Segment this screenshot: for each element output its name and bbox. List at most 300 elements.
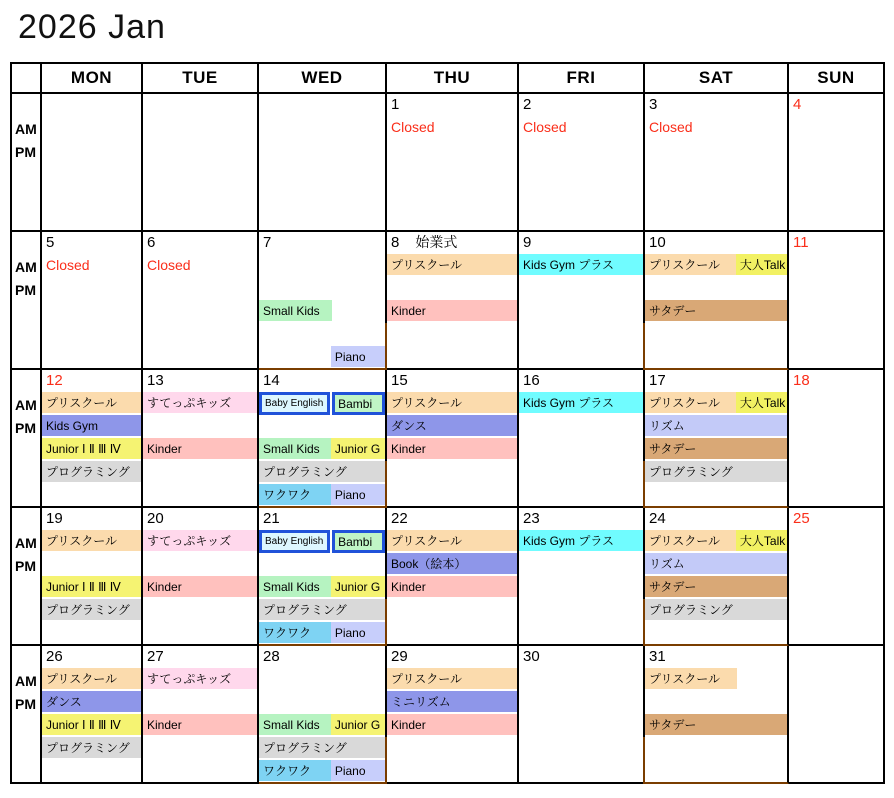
event-slot-1	[519, 392, 643, 415]
event-slot-3	[259, 714, 385, 737]
date-row	[259, 646, 385, 668]
event-slot-5	[42, 622, 141, 645]
date-row	[42, 232, 141, 254]
event-bar[interactable]: プリスクール	[387, 668, 517, 689]
event-slot-5	[259, 208, 385, 231]
event-slot-4	[645, 461, 787, 484]
event-bar[interactable]: 大人Talk	[736, 392, 787, 413]
event-slot-3	[519, 438, 643, 461]
date-row	[519, 646, 643, 668]
day-cell-22[interactable]	[387, 508, 519, 646]
event-slot-4	[387, 323, 517, 346]
event-bar[interactable]: Kinder	[143, 714, 257, 735]
event-bar[interactable]: Kinder	[143, 576, 257, 597]
event-slot-4	[143, 737, 257, 760]
event-bar[interactable]: Piano	[331, 484, 385, 505]
day-header-mon: MON	[42, 64, 143, 94]
event-slot-5	[42, 484, 141, 507]
day-cell-21[interactable]	[259, 508, 387, 646]
day-cell-8[interactable]	[387, 232, 519, 370]
event-slot-2	[259, 553, 385, 576]
event-bar[interactable]: サタデー	[645, 300, 787, 321]
event-slot-4	[42, 323, 141, 346]
event-slot-1	[789, 392, 883, 415]
date-number: 8	[391, 234, 400, 251]
event-slot-2	[42, 691, 141, 714]
event-slot-1	[259, 530, 385, 553]
day-cell-6[interactable]	[143, 232, 259, 370]
day-cell-4[interactable]	[789, 94, 883, 232]
event-slot-4	[789, 599, 883, 622]
event-bar[interactable]: サタデー	[645, 714, 787, 735]
event-bar[interactable]: ダンス	[387, 415, 517, 436]
event-bar[interactable]: プログラミング	[645, 599, 787, 620]
day-header-fri: FRI	[519, 64, 645, 94]
event-bar[interactable]: Kinder	[387, 714, 517, 735]
event-slot-1	[519, 530, 643, 553]
event-bar[interactable]: Junior Ⅰ Ⅱ Ⅲ Ⅳ	[42, 438, 141, 459]
event-slot-1	[143, 530, 257, 553]
day-cell-19[interactable]	[42, 508, 143, 646]
pm-label: PM	[15, 281, 36, 298]
event-slot-1	[143, 392, 257, 415]
event-slot-5	[387, 760, 517, 783]
event-slot-3	[387, 438, 517, 461]
event-slot-1	[42, 116, 141, 139]
event-bar[interactable]: Piano	[331, 760, 385, 781]
day-cell-26[interactable]	[42, 646, 143, 784]
event-slot-3	[519, 300, 643, 323]
day-cell-empty[interactable]	[42, 94, 143, 232]
event-slot-5	[645, 346, 787, 369]
event-bar[interactable]: Junior Ⅰ Ⅱ Ⅲ Ⅳ	[42, 576, 141, 597]
event-slot-3	[259, 300, 385, 323]
event-slot-3	[645, 438, 787, 461]
event-slot-4	[645, 323, 787, 346]
am-label: AM	[15, 672, 37, 689]
date-number: 23	[523, 510, 540, 527]
event-slot-2	[42, 415, 141, 438]
event-slot-2	[645, 277, 787, 300]
event-bar[interactable]: Kinder	[143, 438, 257, 459]
event-slot-2	[259, 691, 385, 714]
event-bar[interactable]: リズム	[645, 415, 787, 436]
day-cell-27[interactable]	[143, 646, 259, 784]
date-row	[259, 508, 385, 530]
event-slot-4	[387, 599, 517, 622]
event-bar[interactable]: Kids Gym プラス	[519, 254, 643, 275]
event-bar[interactable]: プリスクール	[645, 668, 737, 689]
event-bar[interactable]: Kinder	[387, 438, 517, 459]
event-slot-1	[519, 116, 643, 139]
date-note: 始業式	[415, 234, 458, 250]
date-row	[519, 94, 643, 116]
event-slot-2	[259, 277, 385, 300]
ampm-label-cell	[12, 508, 42, 646]
date-number: 7	[263, 234, 272, 251]
date-number: 27	[147, 648, 164, 665]
event-slot-4	[645, 185, 787, 208]
event-slot-1	[42, 530, 141, 553]
event-slot-2	[789, 139, 883, 162]
event-slot-4	[645, 737, 787, 760]
event-slot-3	[519, 162, 643, 185]
event-bar[interactable]: プリスクール	[42, 530, 141, 551]
date-row	[387, 508, 517, 530]
event-slot-5	[519, 760, 643, 783]
event-slot-3	[42, 162, 141, 185]
event-slot-2	[519, 277, 643, 300]
event-bar[interactable]: Small Kids	[259, 714, 331, 735]
event-slot-1	[645, 668, 787, 691]
day-cell-30[interactable]	[519, 646, 645, 784]
event-bar[interactable]: ミニリズム	[387, 691, 517, 712]
event-slot-2	[519, 415, 643, 438]
event-slot-4	[519, 323, 643, 346]
event-slot-5	[519, 346, 643, 369]
event-slot-3	[42, 576, 141, 599]
am-label: AM	[15, 258, 37, 275]
event-slot-3	[789, 300, 883, 323]
day-cell-5[interactable]	[42, 232, 143, 370]
event-bar[interactable]: プリスクール	[387, 530, 517, 551]
event-slot-1	[387, 668, 517, 691]
event-bar[interactable]: Kids Gym プラス	[519, 392, 643, 413]
event-slot-2	[789, 691, 883, 714]
event-slot-1	[259, 116, 385, 139]
event-slot-2	[143, 415, 257, 438]
date-row	[645, 646, 787, 668]
event-bar[interactable]: Kids Gym	[42, 415, 141, 436]
date-number: 6	[147, 234, 156, 251]
date-number: 20	[147, 510, 164, 527]
date-number: 16	[523, 372, 540, 389]
date-number: 18	[793, 372, 810, 389]
event-bar[interactable]: Junior Ⅰ Ⅱ Ⅲ Ⅳ	[42, 714, 141, 735]
event-bar[interactable]: プリスクール	[645, 254, 736, 275]
event-slot-5	[42, 760, 141, 783]
event-slot-1	[387, 530, 517, 553]
day-cell-18[interactable]	[789, 370, 883, 508]
event-bar[interactable]: Kinder	[387, 300, 517, 321]
day-cell-28[interactable]	[259, 646, 387, 784]
date-number: 4	[793, 96, 802, 113]
event-slot-3	[789, 714, 883, 737]
day-cell-25[interactable]	[789, 508, 883, 646]
event-bar[interactable]: プログラミング	[42, 599, 141, 620]
event-slot-5	[42, 208, 141, 231]
event-bar[interactable]: プリスクール	[387, 392, 517, 413]
event-slot-5	[645, 484, 787, 507]
date-row	[42, 646, 141, 668]
event-slot-5	[143, 622, 257, 645]
date-row	[143, 646, 257, 668]
pm-label: PM	[15, 557, 36, 574]
event-slot-3	[42, 438, 141, 461]
event-slot-2	[645, 415, 787, 438]
date-row	[387, 94, 517, 116]
day-cell-3[interactable]	[645, 94, 789, 232]
event-slot-3	[143, 714, 257, 737]
day-cell-11[interactable]	[789, 232, 883, 370]
pm-label: PM	[15, 143, 36, 160]
date-number: 10	[649, 234, 666, 251]
date-row	[143, 94, 257, 116]
event-slot-4	[789, 461, 883, 484]
event-bar[interactable]: ダンス	[42, 691, 141, 712]
event-slot-3	[143, 576, 257, 599]
event-slot-4	[42, 185, 141, 208]
event-slot-3	[42, 300, 141, 323]
event-slot-3	[519, 714, 643, 737]
day-cell-empty[interactable]	[789, 646, 883, 784]
event-bar[interactable]: Bambi	[332, 392, 385, 415]
event-slot-5	[259, 484, 385, 507]
event-slot-3	[387, 714, 517, 737]
ampm-label-cell	[12, 646, 42, 784]
event-slot-2	[143, 553, 257, 576]
event-slot-4	[42, 599, 141, 622]
event-slot-5	[645, 208, 787, 231]
event-slot-1	[789, 254, 883, 277]
event-slot-4	[259, 461, 385, 484]
date-number: 9	[523, 234, 532, 251]
event-slot-3	[645, 714, 787, 737]
event-bar[interactable]: Piano	[331, 622, 385, 643]
event-slot-2	[789, 553, 883, 576]
day-cell-23[interactable]	[519, 508, 645, 646]
event-slot-5	[259, 346, 385, 369]
event-bar[interactable]: Piano	[331, 346, 385, 367]
event-bar[interactable]: サタデー	[645, 438, 787, 459]
date-row	[387, 232, 517, 254]
date-row	[42, 370, 141, 392]
event-slot-2	[42, 139, 141, 162]
event-bar[interactable]: サタデー	[645, 576, 787, 597]
event-bar[interactable]: すてっぷキッズ	[143, 668, 257, 689]
day-cell-17[interactable]	[645, 370, 789, 508]
day-cell-15[interactable]	[387, 370, 519, 508]
event-slot-1	[519, 254, 643, 277]
event-slot-5	[789, 622, 883, 645]
event-bar[interactable]: プログラミング	[42, 737, 141, 758]
day-cell-13[interactable]	[143, 370, 259, 508]
event-slot-5	[143, 484, 257, 507]
event-slot-5	[789, 346, 883, 369]
date-row	[259, 94, 385, 116]
event-slot-5	[143, 208, 257, 231]
date-number: 29	[391, 648, 408, 665]
event-slot-4	[42, 737, 141, 760]
ampm-label-cell	[12, 370, 42, 508]
event-slot-2	[143, 691, 257, 714]
date-row	[789, 508, 883, 530]
event-bar[interactable]: Baby English	[259, 392, 330, 415]
event-slot-4	[789, 737, 883, 760]
date-number: 15	[391, 372, 408, 389]
day-cell-29[interactable]	[387, 646, 519, 784]
date-row	[143, 370, 257, 392]
day-header-wed: WED	[259, 64, 387, 94]
day-cell-24[interactable]	[645, 508, 789, 646]
event-bar[interactable]: ワクワク	[259, 760, 331, 781]
event-slot-4	[143, 599, 257, 622]
day-header-sun: SUN	[789, 64, 883, 94]
event-slot-1	[645, 392, 787, 415]
event-slot-5	[42, 346, 141, 369]
event-bar[interactable]: プログラミング	[42, 461, 141, 482]
event-bar[interactable]: プリスクール	[42, 392, 141, 413]
day-cell-31[interactable]	[645, 646, 789, 784]
event-slot-1	[387, 254, 517, 277]
event-slot-4	[387, 461, 517, 484]
day-cell-9[interactable]	[519, 232, 645, 370]
event-slot-2	[387, 553, 517, 576]
event-slot-2	[143, 139, 257, 162]
day-cell-16[interactable]	[519, 370, 645, 508]
closed-label: Closed	[523, 118, 567, 135]
event-slot-1	[259, 668, 385, 691]
event-slot-3	[387, 576, 517, 599]
event-bar[interactable]: プリスクール	[645, 392, 736, 413]
event-slot-4	[387, 737, 517, 760]
date-row	[387, 646, 517, 668]
event-slot-2	[645, 553, 787, 576]
event-bar[interactable]: プリスクール	[645, 530, 736, 551]
event-slot-1	[42, 668, 141, 691]
event-slot-2	[42, 277, 141, 300]
event-bar[interactable]: プログラミング	[259, 599, 385, 620]
date-number: 28	[263, 648, 280, 665]
date-number: 30	[523, 648, 540, 665]
event-bar[interactable]: 大人Talk	[736, 530, 787, 551]
event-bar[interactable]: Small Kids	[259, 300, 332, 321]
event-slot-4	[259, 323, 385, 346]
day-cell-empty[interactable]	[259, 94, 387, 232]
event-slot-3	[387, 162, 517, 185]
date-row	[645, 232, 787, 254]
event-slot-4	[42, 461, 141, 484]
day-cell-12[interactable]	[42, 370, 143, 508]
event-slot-2	[519, 139, 643, 162]
event-slot-2	[519, 553, 643, 576]
event-slot-2	[143, 277, 257, 300]
event-bar[interactable]: Small Kids	[259, 576, 331, 597]
event-slot-4	[143, 461, 257, 484]
date-row	[789, 370, 883, 392]
event-slot-3	[143, 162, 257, 185]
event-slot-1	[645, 530, 787, 553]
event-slot-5	[387, 484, 517, 507]
event-slot-1	[259, 254, 385, 277]
event-slot-1	[42, 254, 141, 277]
event-bar[interactable]: Kinder	[387, 576, 517, 597]
event-slot-4	[519, 185, 643, 208]
event-bar[interactable]: ワクワク	[259, 484, 331, 505]
event-bar[interactable]: Book（絵本）	[387, 553, 517, 574]
date-number: 22	[391, 510, 408, 527]
event-bar[interactable]: Small Kids	[259, 438, 331, 459]
event-bar[interactable]: すてっぷキッズ	[143, 392, 257, 413]
date-number: 1	[391, 96, 400, 113]
event-bar[interactable]: Junior G	[331, 438, 385, 459]
day-header-sat: SAT	[645, 64, 789, 94]
event-bar[interactable]: 大人Talk	[736, 254, 787, 275]
event-slot-3	[645, 300, 787, 323]
event-slot-4	[645, 599, 787, 622]
event-bar[interactable]: Baby English	[259, 530, 330, 553]
event-slot-4	[519, 737, 643, 760]
event-slot-4	[143, 185, 257, 208]
date-number: 19	[46, 510, 63, 527]
event-slot-1	[645, 116, 787, 139]
date-number: 17	[649, 372, 666, 389]
day-cell-10[interactable]	[645, 232, 789, 370]
event-bar[interactable]: プリスクール	[42, 668, 141, 689]
date-number: 2	[523, 96, 532, 113]
event-bar[interactable]: プログラミング	[259, 461, 385, 482]
date-row	[42, 508, 141, 530]
event-bar[interactable]: リズム	[645, 553, 787, 574]
event-bar[interactable]: Junior G	[331, 714, 385, 735]
date-number: 14	[263, 372, 280, 389]
event-slot-1	[789, 116, 883, 139]
day-cell-1[interactable]	[387, 94, 519, 232]
date-row	[519, 370, 643, 392]
event-bar[interactable]: プログラミング	[645, 461, 787, 482]
date-number: 24	[649, 510, 666, 527]
date-row	[42, 94, 141, 116]
day-cell-empty[interactable]	[143, 94, 259, 232]
event-slot-4	[259, 185, 385, 208]
day-cell-20[interactable]	[143, 508, 259, 646]
event-bar[interactable]: ワクワク	[259, 622, 331, 643]
event-bar[interactable]: Kids Gym プラス	[519, 530, 643, 551]
date-row	[645, 370, 787, 392]
event-slot-3	[519, 576, 643, 599]
date-number: 26	[46, 648, 63, 665]
event-slot-1	[42, 392, 141, 415]
event-bar[interactable]: Junior G	[331, 576, 385, 597]
date-row	[519, 232, 643, 254]
date-number: 12	[46, 372, 63, 389]
event-slot-3	[259, 576, 385, 599]
event-bar[interactable]: プリスクール	[387, 254, 517, 275]
event-slot-5	[519, 208, 643, 231]
event-slot-3	[387, 300, 517, 323]
event-slot-3	[645, 576, 787, 599]
day-cell-2[interactable]	[519, 94, 645, 232]
event-slot-1	[519, 668, 643, 691]
day-cell-7[interactable]	[259, 232, 387, 370]
am-label: AM	[15, 396, 37, 413]
event-bar[interactable]: Bambi	[332, 530, 385, 553]
event-slot-2	[259, 415, 385, 438]
day-cell-14[interactable]	[259, 370, 387, 508]
event-slot-1	[789, 668, 883, 691]
event-bar[interactable]: すてっぷキッズ	[143, 530, 257, 551]
event-bar[interactable]: プログラミング	[259, 737, 385, 758]
date-number: 5	[46, 234, 55, 251]
event-slot-5	[789, 760, 883, 783]
am-label: AM	[15, 534, 37, 551]
date-number: 11	[793, 234, 809, 251]
event-slot-4	[259, 599, 385, 622]
event-slot-4	[387, 185, 517, 208]
event-slot-3	[789, 162, 883, 185]
event-slot-1	[387, 116, 517, 139]
event-slot-3	[259, 438, 385, 461]
